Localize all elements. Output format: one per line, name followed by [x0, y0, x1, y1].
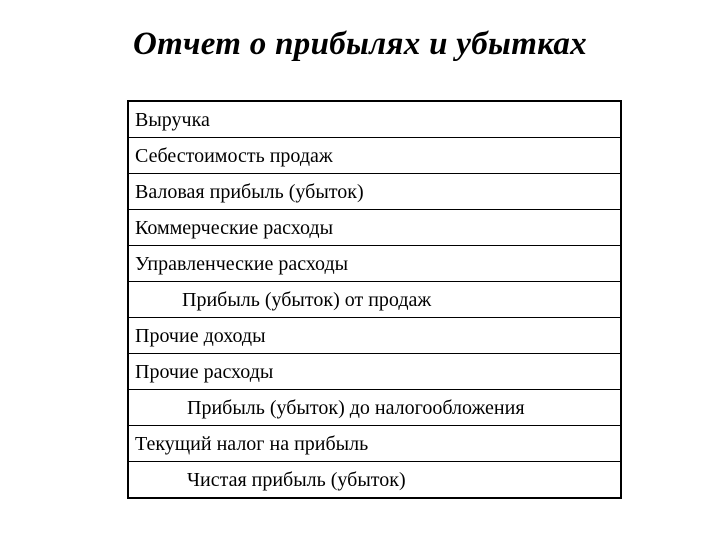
- row-label-other-income: Прочие доходы: [135, 325, 266, 347]
- row-label-selling-expenses: Коммерческие расходы: [135, 217, 334, 239]
- row-label-cost-of-sales: Себестоимость продаж: [135, 145, 333, 167]
- table-row: [129, 462, 620, 498]
- page-title: Отчет о прибылях и убытках: [133, 26, 587, 62]
- table-row: [129, 246, 620, 282]
- table-row: [129, 282, 620, 318]
- table-row: [129, 102, 620, 138]
- table-row: [129, 426, 620, 462]
- row-label-other-expenses: Прочие расходы: [135, 361, 274, 383]
- income-statement-table: [127, 100, 622, 499]
- row-label-gross-profit: Валовая прибыль (убыток): [135, 181, 364, 203]
- table-row: [129, 174, 620, 210]
- row-label-profit-from-sales: Прибыль (убыток) от продаж: [182, 289, 432, 311]
- row-label-revenue: Выручка: [135, 109, 210, 131]
- row-label-profit-before-tax: Прибыль (убыток) до налогообложения: [187, 397, 525, 419]
- row-label-current-income-tax: Текущий налог на прибыль: [135, 433, 369, 455]
- table-row: [129, 210, 620, 246]
- table-row: [129, 138, 620, 174]
- row-label-administrative-expenses: Управленческие расходы: [135, 253, 349, 275]
- row-label-net-profit: Чистая прибыль (убыток): [187, 469, 406, 491]
- table-row: [129, 354, 620, 390]
- table-row: [129, 318, 620, 354]
- table-row: [129, 390, 620, 426]
